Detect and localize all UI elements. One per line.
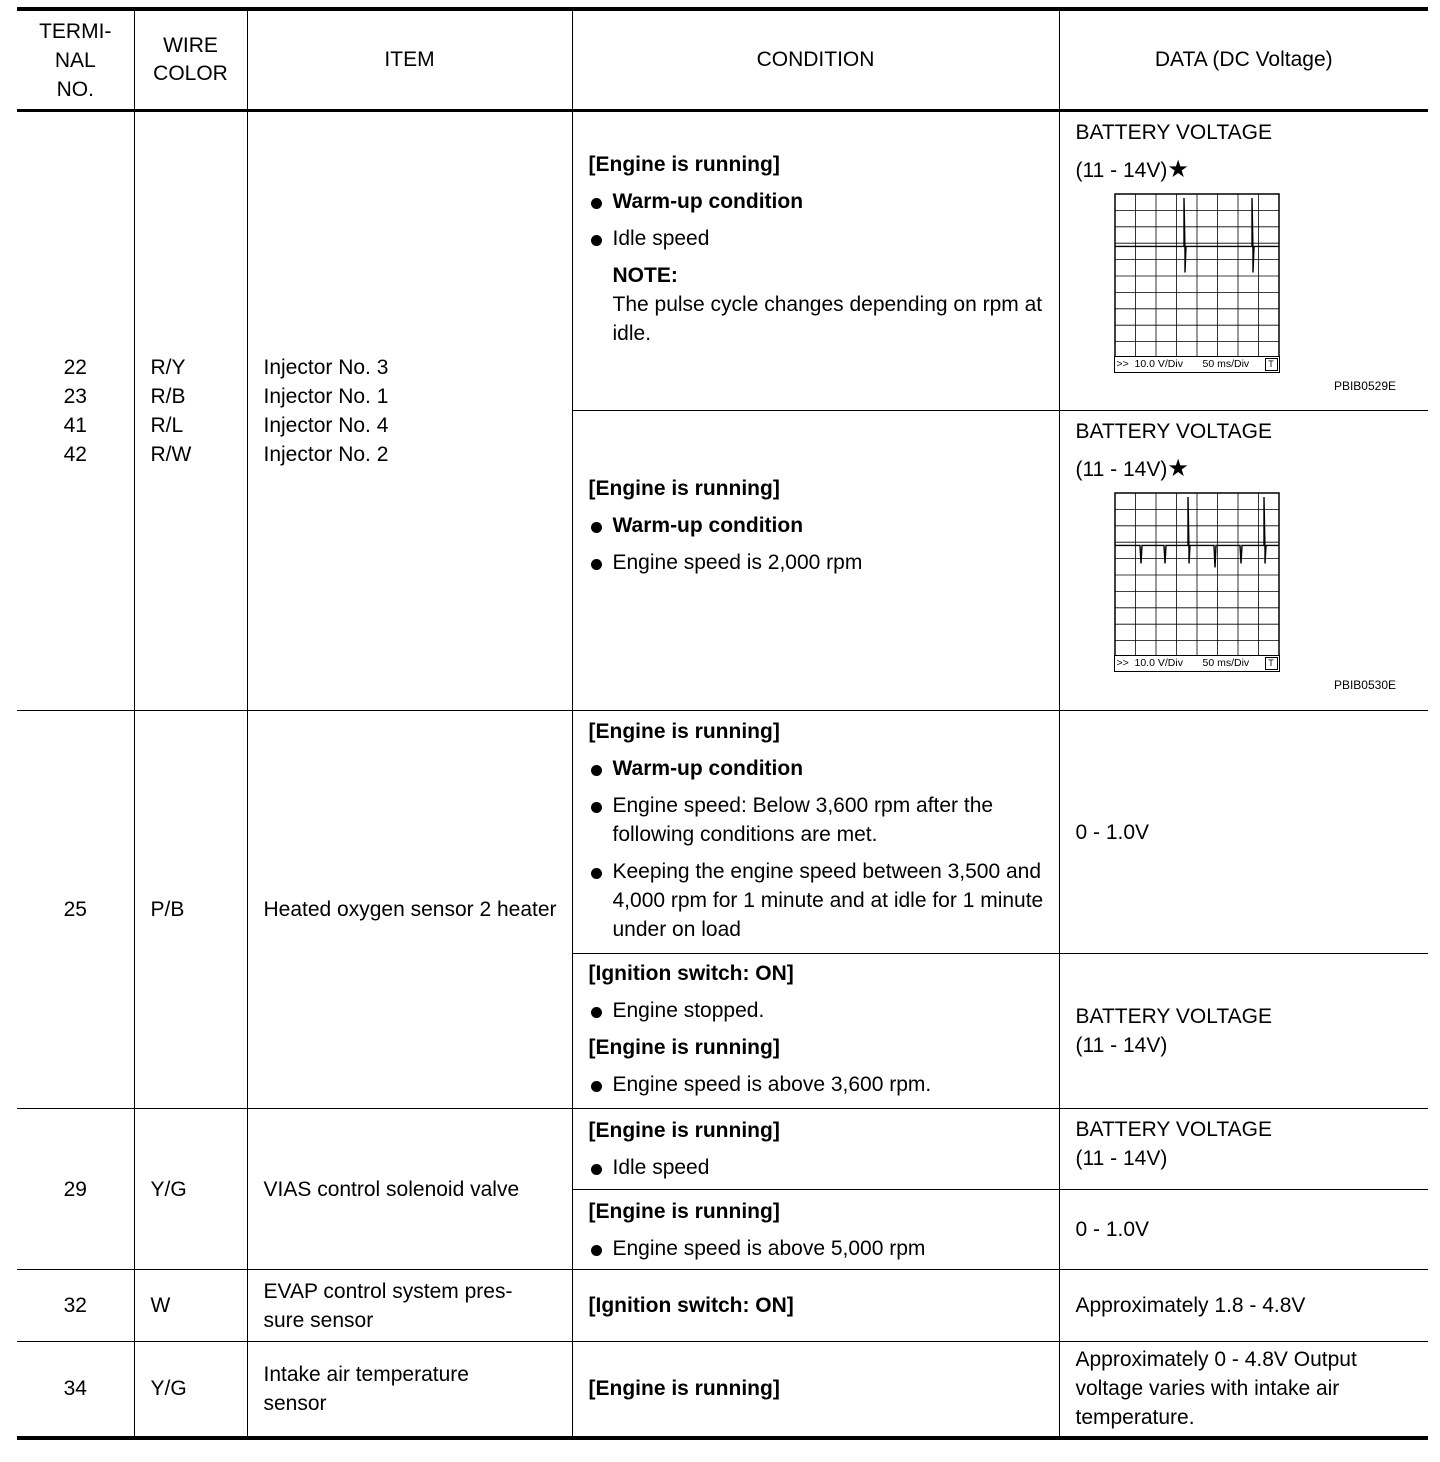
bullet-item: Warm-up condition	[589, 187, 1051, 216]
terminal-cell-injectors: 22 23 41 42	[17, 111, 134, 711]
condition-cell-injector-2000: [Engine is running] Warm-up condition Engine speed is 2,000 rpm	[572, 411, 1059, 711]
star-icon: ★	[1167, 455, 1189, 482]
oscilloscope-waveform-idle	[1114, 193, 1280, 373]
data-cell: 0 - 1.0V	[1059, 1190, 1428, 1270]
bullet-item: Warm-up condition	[589, 511, 1051, 540]
item-cell: Heated oxygen sensor 2 heater	[247, 711, 572, 1109]
item-cell: Intake air temperature sensor	[247, 1342, 572, 1438]
condition-cell: [Engine is running] Idle speed	[572, 1109, 1059, 1190]
data-cell: 0 - 1.0V	[1059, 711, 1428, 954]
wire-cell-injectors: R/Y R/B R/L R/W	[134, 111, 247, 711]
item-cell-injectors: Injector No. 3 Injector No. 1 Injector No. 4 Injector No. 2	[247, 111, 572, 711]
bullet-item: Idle speed	[589, 1153, 1051, 1182]
data-cell-injector-idle: BATTERY VOLTAGE (11 - 14V)★ >> 10.0 V/Div 50 ms/Div T PBIB0529E	[1059, 111, 1428, 411]
figure-id: PBIB0530E	[1333, 678, 1396, 692]
table-row-32	[17, 1270, 1428, 1342]
header-terminal-no: TERMI- NAL NO.	[17, 9, 134, 111]
bullet-item: Idle speed	[589, 224, 1051, 253]
condition-cell: [Ignition switch: ON]	[572, 1270, 1059, 1342]
data-cell: Approximately 0 - 4.8V Output voltage varies with intake air temperature.	[1059, 1342, 1428, 1438]
bullet-item: Keeping the engine speed between 3,500 and 4,000 rpm for 1 minute and at idle for 1 minute under on load	[589, 857, 1051, 944]
table-row-injector-idle	[17, 111, 1428, 411]
note-block: NOTE: The pulse cycle changes depending on rpm at idle.	[612, 264, 1043, 345]
wire-cell: P/B	[134, 711, 247, 1109]
terminal-cell: 34	[17, 1342, 134, 1438]
header-wire-color: WIRE COLOR	[134, 9, 247, 111]
scope-caption: >> 10.0 V/Div 50 ms/Div T	[1114, 356, 1280, 373]
bullet-item: Warm-up condition	[589, 754, 1051, 783]
data-cell-injector-2000: BATTERY VOLTAGE (11 - 14V)★ >> 10.0 V/Div 50 ms/Div T PBIB0530E	[1059, 411, 1428, 711]
terminal-cell: 29	[17, 1109, 134, 1270]
oscilloscope-waveform-2000	[1114, 492, 1280, 672]
bullet-item: Engine speed is above 5,000 rpm	[589, 1234, 1051, 1263]
table-row-29-idle	[17, 1109, 1428, 1190]
ecm-terminal-table-wrapper	[17, 7, 1428, 1440]
header-condition: CONDITION	[572, 9, 1059, 111]
item-cell: VIAS control solenoid valve	[247, 1109, 572, 1270]
bullet-item: Engine speed is 2,000 rpm	[589, 548, 1051, 577]
table-row-34	[17, 1342, 1428, 1438]
figure-id: PBIB0529E	[1333, 379, 1396, 393]
wire-cell: Y/G	[134, 1109, 247, 1270]
condition-cell: [Ignition switch: ON] Engine stopped. [Engine is running] Engine speed is above 3,600 rpm.	[572, 954, 1059, 1109]
bullet-item: Engine speed is above 3,600 rpm.	[589, 1070, 1051, 1099]
wire-cell: W	[134, 1270, 247, 1342]
table-row-25-running	[17, 711, 1428, 954]
bullet-item: Engine stopped.	[589, 996, 1051, 1025]
waveform-graph	[1114, 193, 1280, 373]
condition-cell-injector-idle: [Engine is running] Warm-up condition Idle speed NOTE: The pulse cycle changes depending on rpm at idle.	[572, 111, 1059, 411]
scope-caption: >> 10.0 V/Div 50 ms/Div T	[1114, 655, 1280, 672]
star-icon: ★	[1167, 156, 1189, 183]
header-data: DATA (DC Voltage)	[1059, 9, 1428, 111]
data-cell: BATTERY VOLTAGE (11 - 14V)	[1059, 1109, 1428, 1190]
bullet-item: Engine speed: Below 3,600 rpm after the following conditions are met.	[589, 791, 1051, 849]
wire-cell: Y/G	[134, 1342, 247, 1438]
condition-cell: [Engine is running] Warm-up condition Engine speed: Below 3,600 rpm after the following conditions are met. Keeping the engine speed between 3,500 and 4,000 rpm for 1 minute and at idle for 1 minute under on load	[572, 711, 1059, 954]
data-cell: BATTERY VOLTAGE (11 - 14V)	[1059, 954, 1428, 1109]
waveform-graph	[1114, 492, 1280, 672]
condition-cell: [Engine is running] Engine speed is above 5,000 rpm	[572, 1190, 1059, 1270]
header-item: ITEM	[247, 9, 572, 111]
terminal-cell: 32	[17, 1270, 134, 1342]
item-cell: EVAP control system pres-sure sensor	[247, 1270, 572, 1342]
terminal-cell: 25	[17, 711, 134, 1109]
ecm-terminal-table	[17, 7, 1428, 1440]
data-cell: Approximately 1.8 - 4.8V	[1059, 1270, 1428, 1342]
header-row	[17, 9, 1428, 111]
condition-cell: [Engine is running]	[572, 1342, 1059, 1438]
